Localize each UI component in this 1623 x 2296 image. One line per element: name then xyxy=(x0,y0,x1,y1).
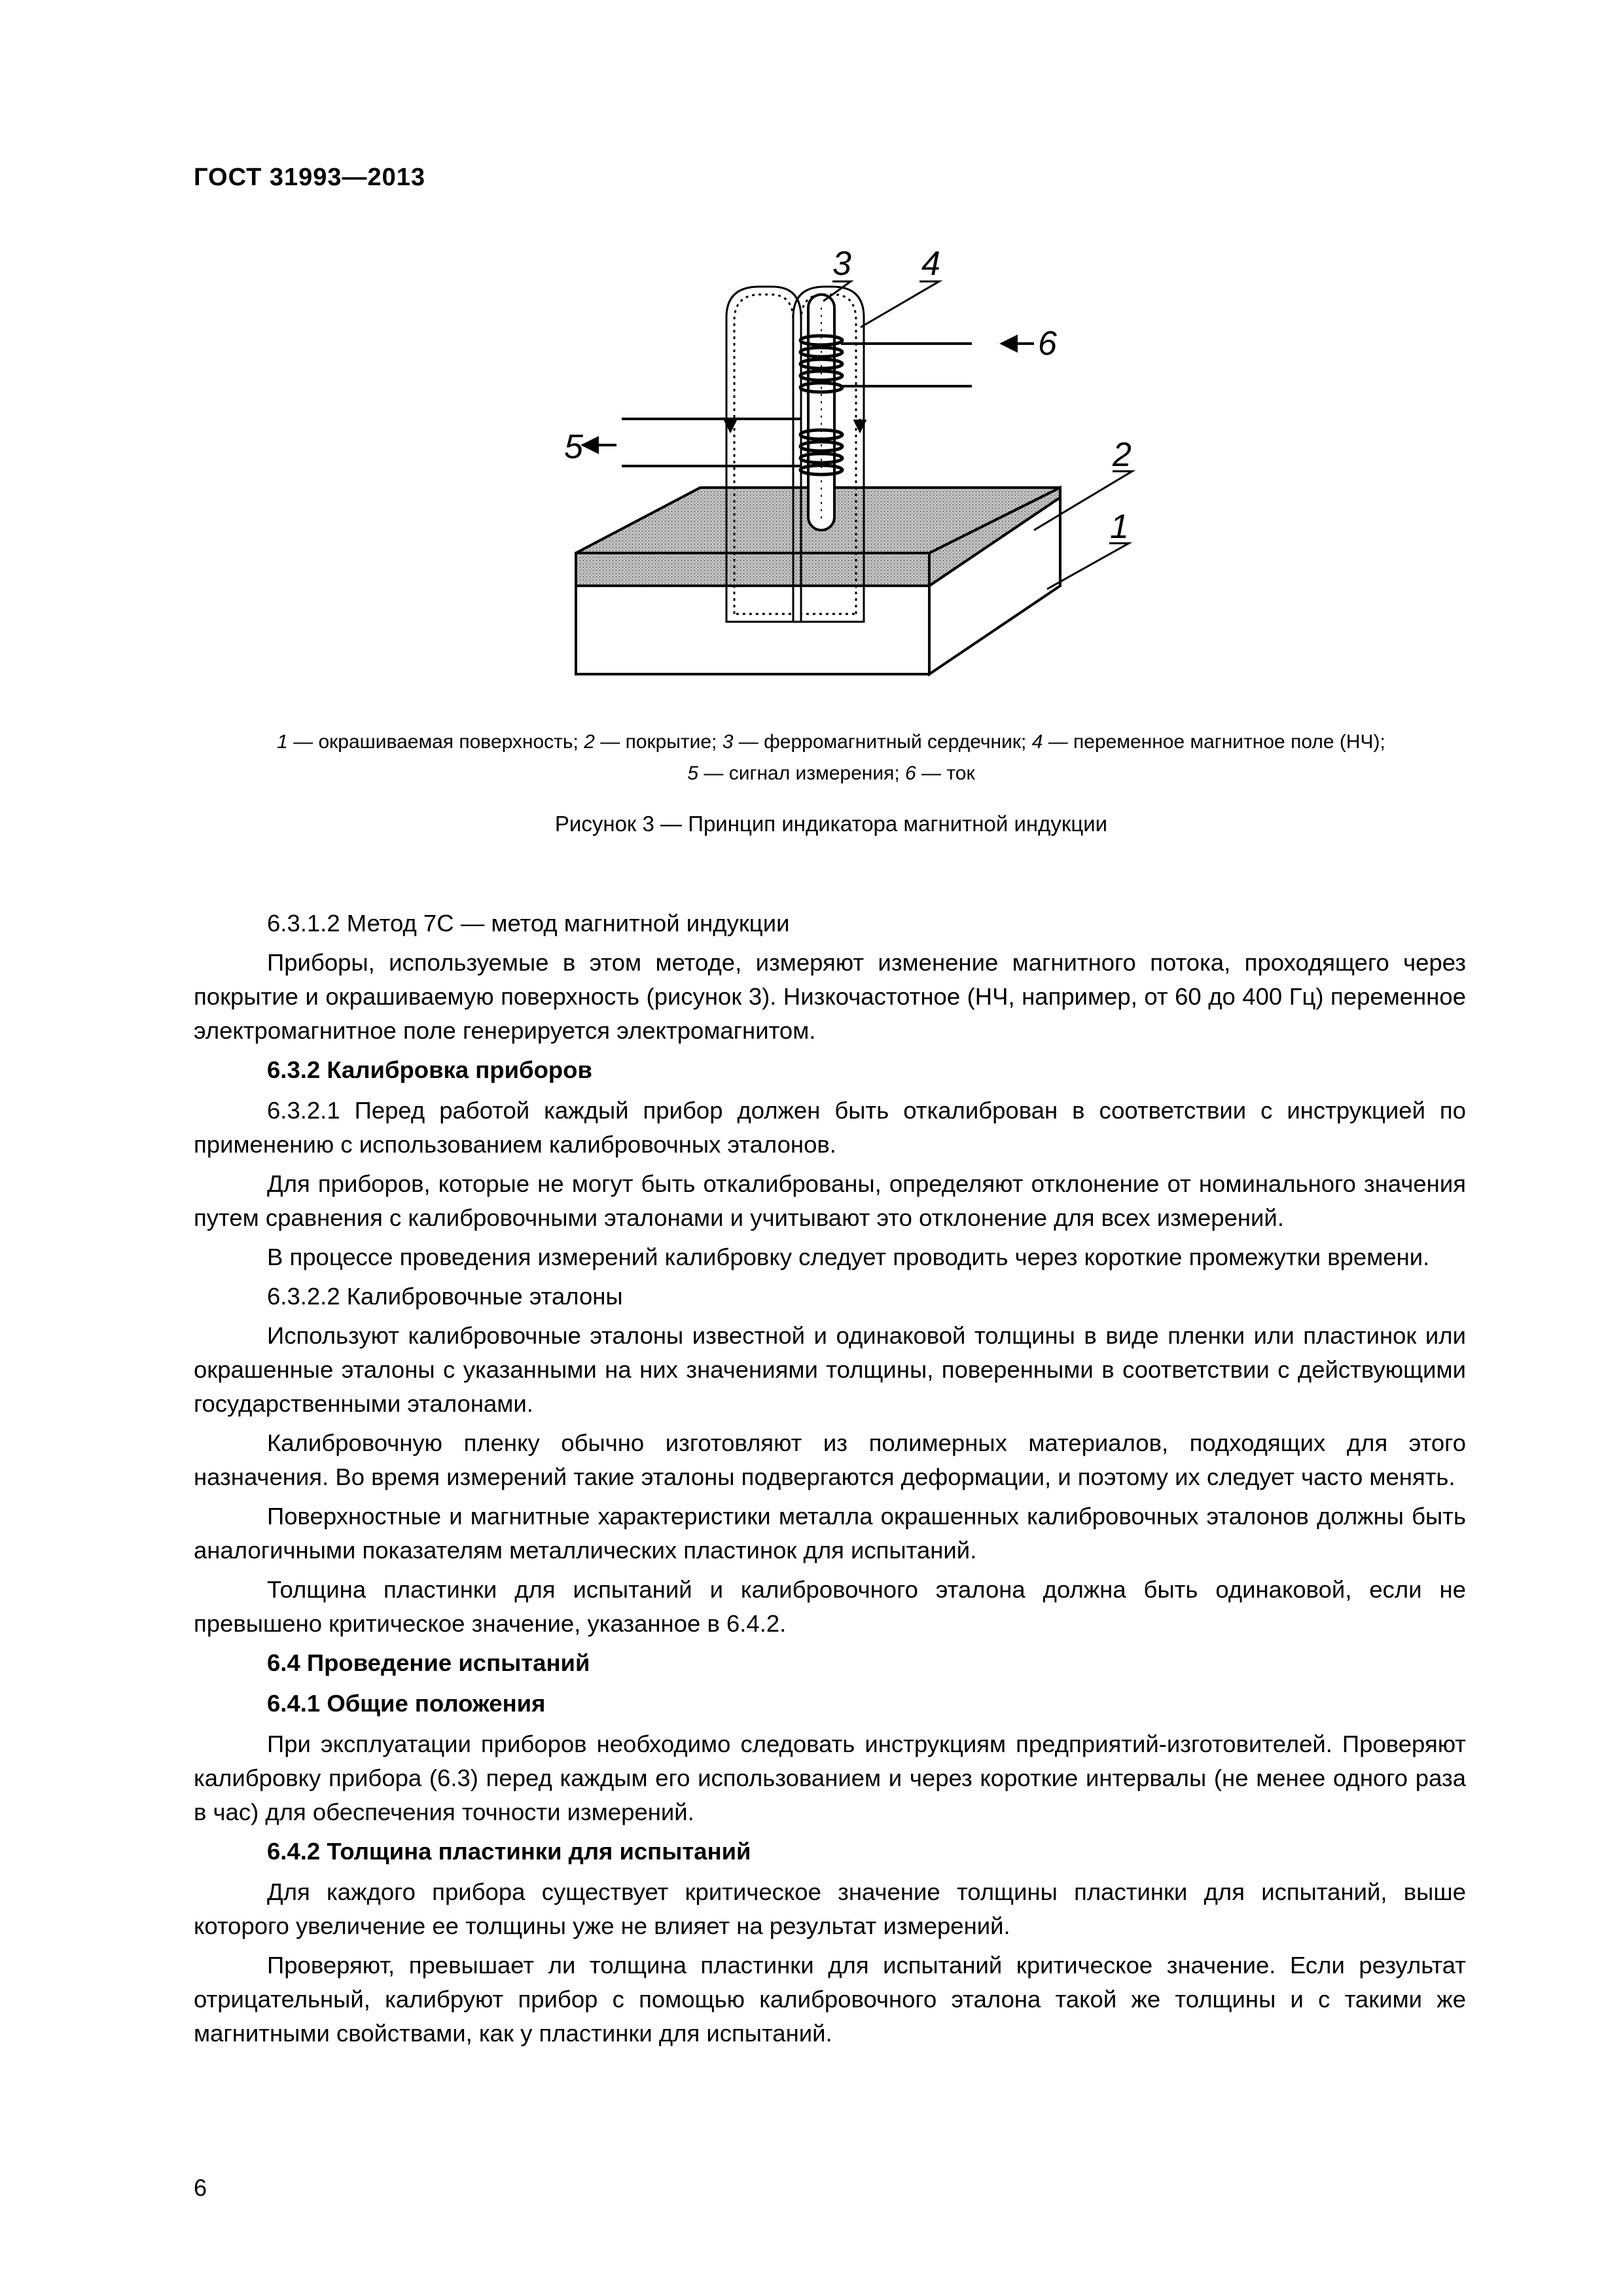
section-heading-6-4: 6.4 Проведение испытаний xyxy=(267,1649,590,1676)
ferromagnetic-core xyxy=(808,295,834,530)
section-heading-6-4-1: 6.4.1 Общие положения xyxy=(267,1690,546,1717)
paragraph: Проверяют, превышает ли толщина пластинки для испытаний критическое значение. Если результат отрицательный, калибруют прибор с помощью калибровочного эталона такой же толщины и с такими же магнитными свойствами, как у пластинки для испытаний. xyxy=(194,1952,1466,2047)
section-heading-6-3-2: 6.3.2 Калибровка приборов xyxy=(267,1056,592,1083)
legend-text-5: — сигнал измерения; xyxy=(698,762,905,784)
legend-text-3: — ферромагнитный сердечник; xyxy=(733,731,1032,753)
signal-leads xyxy=(582,419,802,466)
legend-num-4: 4 xyxy=(1031,731,1043,753)
legend-text-6: — ток xyxy=(916,762,975,784)
legend-num-2: 2 xyxy=(584,731,595,753)
figure-magnetic-induction-diagram xyxy=(563,223,1152,694)
legend-text-1: — окрашиваемая поверхность; xyxy=(287,731,584,753)
legend-text-2: — покрытие; xyxy=(594,731,722,753)
paragraph: Толщина пластинки для испытаний и калибровочного эталона должна быть одинаковой, если не превышено критическое значение, указанное в 6.4.2. xyxy=(194,1576,1466,1637)
label-3: 3 xyxy=(832,245,851,283)
legend-text-4: — переменное магнитное поле (НЧ); xyxy=(1043,731,1385,753)
label-5: 5 xyxy=(564,428,583,466)
legend-num-3: 3 xyxy=(722,731,734,753)
paragraph: Для каждого прибора существует критическое значение толщины пластинки для испытаний, выше которого увеличение ее толщины уже не влияет на результат измерений. xyxy=(194,1878,1466,1939)
document-header: ГОСТ 31993—2013 xyxy=(194,164,426,191)
paragraph: Используют калибровочные эталоны известной и одинаковой толщины в виде пленки или пластинок или окрашенные эталоны с указанными на них значениями толщины, поверенными в соответствии с действующими государственными эталонами. xyxy=(194,1322,1466,1417)
label-6: 6 xyxy=(1038,325,1057,363)
document-body xyxy=(194,906,1466,2056)
paragraph: В процессе проведения измерений калибровку следует проводить через короткие промежутки времени. xyxy=(267,1244,1430,1270)
label-4: 4 xyxy=(921,245,940,283)
paragraph: Поверхностные и магнитные характеристики металла окрашенных калибровочных эталонов должны быть аналогичными показателям металлических пластинок для испытаний. xyxy=(194,1503,1466,1564)
legend-num-5: 5 xyxy=(687,762,699,784)
clause-6-3-1-2-title: 6.3.1.2 Метод 7С — метод магнитной индукции xyxy=(267,910,790,937)
paragraph: Приборы, используемые в этом методе, измеряют изменение магнитного потока, проходящего через покрытие и окрашиваемую поверхность (рисунок 3). Низкочастотное (НЧ, например, от 60 до 400 Гц) переменное электромагнитное поле генерируется электромагнитом. xyxy=(194,949,1466,1044)
label-2: 2 xyxy=(1113,436,1132,474)
paragraph: 6.3.2.1 Перед работой каждый прибор должен быть откалиброван в соответствии с инструкцией по применению с использованием калибровочных эталонов. xyxy=(194,1097,1466,1158)
page-number: 6 xyxy=(194,2174,207,2201)
paragraph: При эксплуатации приборов необходимо следовать инструкциям предприятий-изготовителей. Проверяют калибровку прибора (6.3) перед каждым его использованием и через короткие интервалы (не менее одного раза в час) для обеспечения точности измерений. xyxy=(194,1731,1466,1825)
figure-legend xyxy=(196,726,1466,789)
legend-line-2 xyxy=(196,758,1466,789)
current-leads xyxy=(841,344,1034,386)
section-heading-6-4-2: 6.4.2 Толщина пластинки для испытаний xyxy=(267,1838,751,1865)
legend-line-1 xyxy=(196,726,1466,758)
legend-num-6: 6 xyxy=(905,762,916,784)
legend-num-1: 1 xyxy=(277,731,288,753)
paragraph: Для приборов, которые не могут быть откалиброваны, определяют отклонение от номинального значения путем сравнения с калибровочными эталонами и учитывают это отклонение для всех измерений. xyxy=(194,1170,1466,1231)
figure-caption: Рисунок 3 — Принцип индикатора магнитной индукции xyxy=(554,812,1108,836)
label-1: 1 xyxy=(1110,508,1129,546)
paragraph: Калибровочную пленку обычно изготовляют из полимерных материалов, подходящих для этого назначения. Во время измерений такие эталоны подвергаются деформации, и поэтому их следует часто менять. xyxy=(194,1429,1466,1490)
clause-6-3-2-2-title: 6.3.2.2 Калибровочные эталоны xyxy=(267,1283,623,1310)
